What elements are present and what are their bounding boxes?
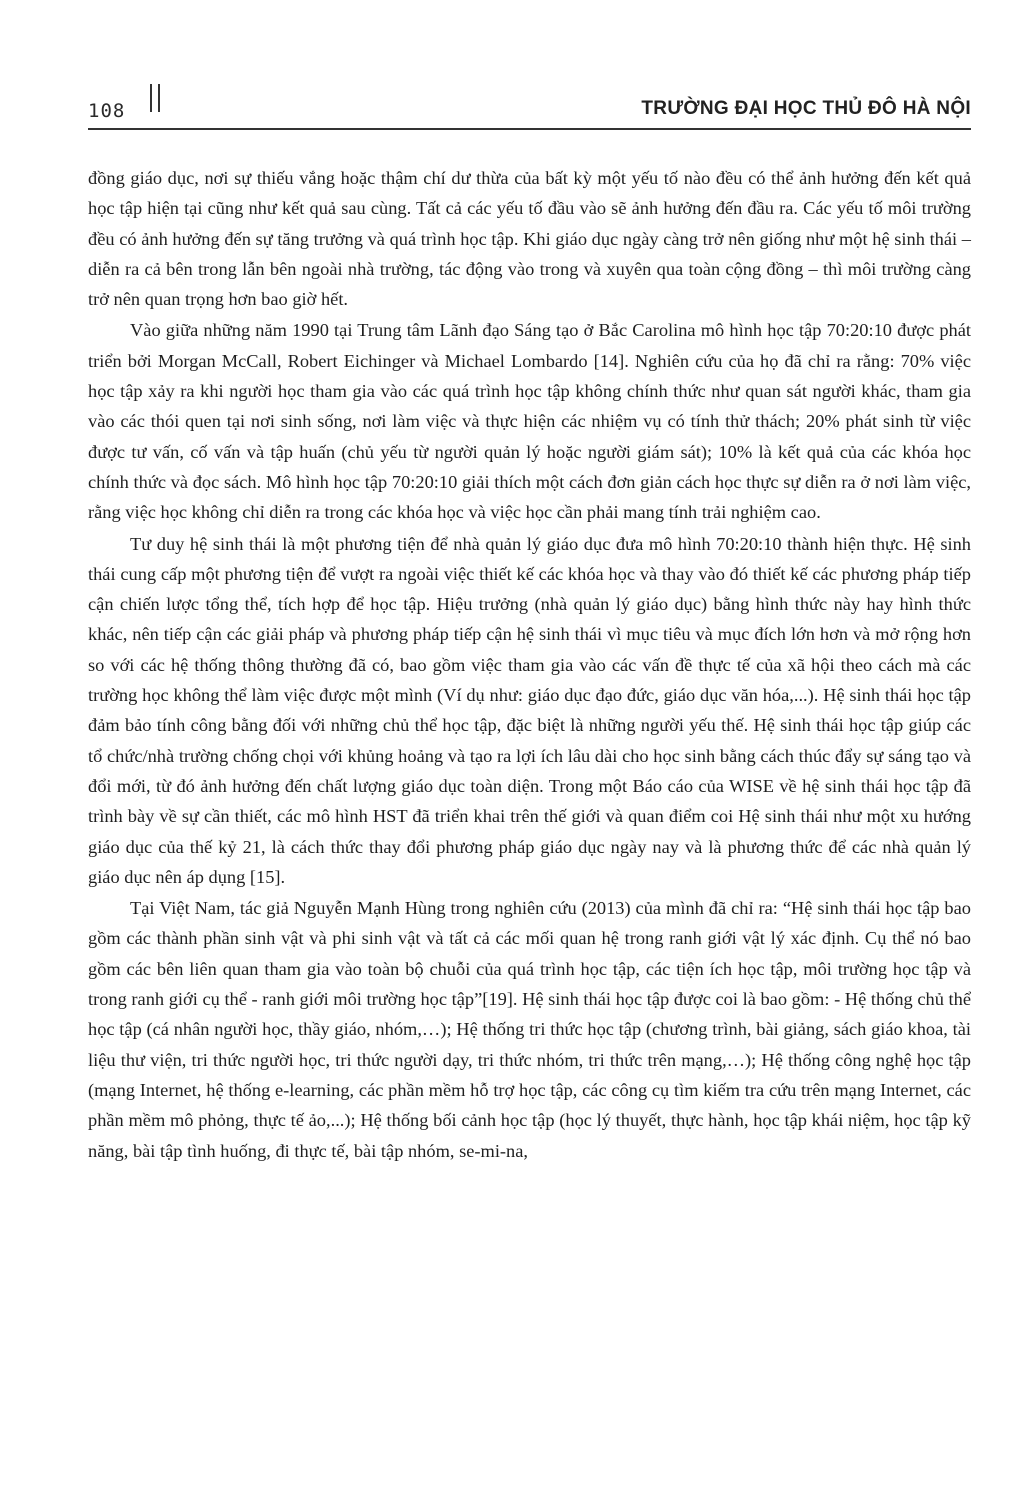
page-header [88,84,971,130]
paragraph-3: Tư duy hệ sinh thái là một phương tiện để nhà quản lý giáo dục đưa mô hình 70:20:10 thành hiện thực. Hệ sinh thái cung cấp một phương tiện để vượt ra ngoài việc thiết kế các khóa học và thay vào đó thiết kế các phương pháp tiếp cận chiến lược tổng thể, tích hợp để học tập. Hiệu trưởng (nhà quản lý giáo dục) bằng hình thức này hay hình thức khác, nên tiếp cận các giải pháp và phương pháp tiếp cận hệ sinh thái vì mục tiêu và mục đích lớn hơn và mở rộng hơn so với các hệ thống thông thường đã có, bao gồm việc tham gia vào các vấn đề thực tế của xã hội theo cách mà các trường học không thể làm việc được một mình (Ví dụ như: giáo dục đạo đức, giáo dục văn hóa,...). Hệ sinh thái học tập đảm bảo tính công bằng đối với những chủ thể học tập, đặc biệt là những người yếu thế. Hệ sinh thái học tập giúp các tổ chức/nhà trường chống chọi với khủng hoảng và tạo ra lợi ích lâu dài cho học sinh bằng cách thúc đẩy sự sáng tạo và đổi mới, từ đó ảnh hưởng đến chất lượng giáo dục toàn diện. Trong một Báo cáo của WISE về hệ sinh thái học tập đã trình bày về sự cần thiết, các mô hình HST đã triển khai trên thế giới và quan điểm coi Hệ sinh thái như một xu hướng giáo dục của thế kỷ 21, là cách thức thay đổi phương pháp giáo dục ngày nay và là phương thức để các nhà quản lý giáo dục nên áp dụng [15]. [88,533,971,887]
header-divider [150,84,160,112]
paragraph-4: Tại Việt Nam, tác giả Nguyễn Mạnh Hùng trong nghiên cứu (2013) của mình đã chỉ ra: “Hệ sinh thái học tập bao gồm các thành phần sinh vật và phi sinh vật và tất cả các mối quan hệ trong ranh giới vật lý xác định. Cụ thể nó bao gồm các bên liên quan tham gia vào toàn bộ chuỗi của quá trình học tập, các tiện ích học tập, môi trường học tập và trong ranh giới cụ thể - ranh giới môi trường học tập”[19]. Hệ sinh thái học tập được coi là bao gồm: - Hệ thống chủ thể học tập (cá nhân người học, thầy giáo, nhóm,…); Hệ thống tri thức học tập (chương trình, bài giảng, sách giáo khoa, tài liệu thư viện, tri thức người học, tri thức người dạy, tri thức nhóm, tri thức trên mạng,…); Hệ thống công nghệ học tập (mạng Internet, hệ thống e-learning, các phần mềm hỗ trợ học tập, các công cụ tìm kiếm tra cứu trên mạng Internet, các phần mềm mô phỏng, thực tế ảo,...); Hệ thống bối cảnh học tập (học lý thuyết, thực hành, học tập khái niệm, học tập kỹ năng, bài tập tình huống, đi thực tế, bài tập nhóm, se-mi-na, [88,898,971,1161]
paragraph-1: đồng giáo dục, nơi sự thiếu vắng hoặc thậm chí dư thừa của bất kỳ một yếu tố nào đều có thể ảnh hưởng đến kết quả học tập hiện tại cũng như kết quả sau cùng. Tất cả các yếu tố đầu vào sẽ ảnh hưởng đến đầu ra. Các yếu tố môi trường đều có ảnh hưởng đến sự tăng trưởng và quá trình học tập. Khi giáo dục ngày càng trở nên giống như một hệ sinh thái – diễn ra cả bên trong lẫn bên ngoài nhà trường, tác động vào trong và xuyên qua toàn cộng đồng – thì môi trường càng trở nên quan trọng hơn bao giờ hết. [88,168,971,310]
paragraph-2: Vào giữa những năm 1990 tại Trung tâm Lãnh đạo Sáng tạo ở Bắc Carolina mô hình học tập 70:20:10 được phát triển bởi Morgan McCall, Robert Eichinger và Michael Lombardo [14]. Nghiên cứu của họ đã chỉ ra rằng: 70% việc học tập xảy ra khi người học tham gia vào các quá trình học tập không chính thức như quan sát người khác, tham gia vào các thói quen tại nơi sinh sống, nơi làm việc và thực hiện các nhiệm vụ có tính thử thách; 20% phát sinh từ việc được tư vấn, cố vấn và tập huấn (chủ yếu từ người quản lý hoặc người giám sát); 10% là kết quả của các khóa học chính thức và đọc sách. Mô hình học tập 70:20:10 giải thích một cách đơn giản cách học thực sự diễn ra ở nơi làm việc, rằng việc học không chỉ diễn ra trong các khóa học và việc học cần phải mang tính trải nghiệm cao. [88,320,971,523]
journal-name: TRƯỜNG ĐẠI HỌC THỦ ĐÔ HÀ NỘI [641,98,971,119]
page-number: 108 [88,100,126,122]
body-text [88,163,971,1166]
